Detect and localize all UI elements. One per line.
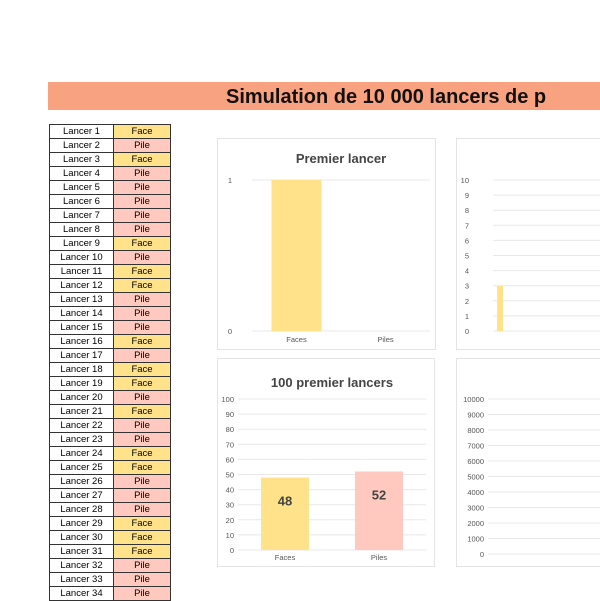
y-tick-label: 1000 [467, 534, 484, 544]
table-row [50, 167, 171, 181]
y-tick-label: 1 [227, 176, 232, 185]
y-tick-label: 50 [225, 470, 234, 480]
table-row [50, 503, 171, 517]
row-label[interactable]: Lancer 9 [50, 237, 114, 251]
y-tick-label: 90 [225, 410, 234, 420]
row-label[interactable]: Lancer 11 [50, 265, 114, 279]
row-result[interactable]: Pile [114, 587, 171, 601]
table-row [50, 307, 171, 321]
chart-partial-bottom[interactable] [456, 358, 600, 567]
row-label[interactable]: Lancer 18 [50, 363, 114, 377]
y-tick-label: 9000 [467, 410, 484, 420]
y-tick-label: 100 [221, 395, 234, 404]
table-row [50, 349, 171, 363]
row-result[interactable]: Face [114, 125, 171, 139]
bar-faces [272, 180, 322, 331]
row-label[interactable]: Lancer 1 [50, 125, 114, 139]
table-row [50, 265, 171, 279]
table-row [50, 405, 171, 419]
row-result[interactable]: Face [114, 447, 171, 461]
row-result[interactable]: Face [114, 153, 171, 167]
row-result[interactable]: Pile [114, 195, 171, 209]
table-row [50, 587, 171, 601]
table-row [50, 517, 171, 531]
row-label[interactable]: Lancer 16 [50, 335, 114, 349]
row-label[interactable]: Lancer 21 [50, 405, 114, 419]
y-tick-label: 3000 [467, 503, 484, 513]
y-tick-label: 10 [460, 176, 469, 185]
y-tick-label: 9 [464, 191, 469, 201]
row-label[interactable]: Lancer 25 [50, 461, 114, 475]
row-result[interactable]: Pile [114, 139, 171, 153]
table-row [50, 209, 171, 223]
row-result[interactable]: Pile [114, 489, 171, 503]
row-result[interactable]: Pile [114, 391, 171, 405]
table-row [50, 251, 171, 265]
row-label[interactable]: Lancer 32 [50, 559, 114, 573]
row-result[interactable]: Pile [114, 573, 171, 587]
y-tick-label: 60 [225, 455, 234, 465]
table-row [50, 181, 171, 195]
row-label[interactable]: Lancer 19 [50, 377, 114, 391]
row-result[interactable]: Face [114, 517, 171, 531]
row-label[interactable]: Lancer 13 [50, 293, 114, 307]
table-row [50, 419, 171, 433]
row-result[interactable]: Pile [114, 251, 171, 265]
table-row [50, 433, 171, 447]
table-row [50, 545, 171, 559]
row-result[interactable]: Face [114, 545, 171, 559]
row-label[interactable]: Lancer 10 [50, 251, 114, 265]
y-tick-label: 80 [225, 425, 234, 435]
table-row [50, 391, 171, 405]
row-label[interactable]: Lancer 17 [50, 349, 114, 363]
table-row [50, 153, 171, 167]
y-tick-label: 5 [464, 251, 469, 261]
y-tick-label: 40 [225, 485, 234, 495]
table-row [50, 377, 171, 391]
row-label[interactable]: Lancer 29 [50, 517, 114, 531]
row-result[interactable]: Pile [114, 349, 171, 363]
table-row [50, 489, 171, 503]
bar-piles [355, 471, 403, 550]
row-result[interactable]: Pile [114, 475, 171, 489]
y-tick-label: 2 [464, 296, 469, 306]
y-tick-label: 0 [464, 327, 469, 336]
table-row [50, 279, 171, 293]
table-row [50, 363, 171, 377]
table-row [50, 195, 171, 209]
row-result[interactable]: Pile [114, 293, 171, 307]
table-row [50, 531, 171, 545]
bar-partial [497, 286, 503, 331]
row-label[interactable]: Lancer 26 [50, 475, 114, 489]
row-label[interactable]: Lancer 30 [50, 531, 114, 545]
category-label: Faces [286, 335, 307, 344]
category-label: Faces [274, 553, 296, 562]
row-label[interactable]: Lancer 33 [50, 573, 114, 587]
row-result[interactable]: Face [114, 279, 171, 293]
chart-title: Premier lancer [295, 151, 387, 166]
row-label[interactable]: Lancer 4 [50, 167, 114, 181]
y-tick-label: 7000 [467, 441, 484, 451]
row-result[interactable]: Face [114, 405, 171, 419]
row-result[interactable]: Face [114, 531, 171, 545]
row-result[interactable]: Pile [114, 307, 171, 321]
chart-title: 100 premier lancers [270, 375, 394, 390]
bar-faces [261, 478, 309, 550]
row-result[interactable]: Pile [114, 559, 171, 573]
row-label[interactable]: Lancer 5 [50, 181, 114, 195]
table-row [50, 447, 171, 461]
row-result[interactable]: Pile [114, 419, 171, 433]
category-label: Piles [377, 335, 394, 344]
y-tick-label: 0 [479, 550, 484, 559]
row-result[interactable]: Face [114, 363, 171, 377]
row-label[interactable]: Lancer 3 [50, 153, 114, 167]
coin-toss-table [49, 124, 171, 601]
table-row [50, 139, 171, 153]
y-tick-label: 7 [464, 221, 469, 231]
row-result[interactable]: Pile [114, 167, 171, 181]
row-label[interactable]: Lancer 12 [50, 279, 114, 293]
table-row [50, 223, 171, 237]
row-label[interactable]: Lancer 15 [50, 321, 114, 335]
row-result[interactable]: Pile [114, 181, 171, 195]
data-label: 48 [277, 493, 293, 509]
row-result[interactable]: Pile [114, 209, 171, 223]
y-tick-label: 70 [225, 440, 234, 450]
table-row [50, 125, 171, 139]
row-result[interactable]: Pile [114, 321, 171, 335]
row-label[interactable]: Lancer 23 [50, 433, 114, 447]
row-result[interactable]: Pile [114, 503, 171, 517]
y-tick-label: 6 [464, 236, 469, 246]
chart-100-premier-lancers[interactable] [217, 358, 435, 567]
row-label[interactable]: Lancer 22 [50, 419, 114, 433]
row-result[interactable]: Face [114, 461, 171, 475]
row-result[interactable]: Face [114, 335, 171, 349]
y-tick-label: 8000 [467, 426, 484, 435]
row-label[interactable]: Lancer 28 [50, 503, 114, 517]
row-label[interactable]: Lancer 24 [50, 447, 114, 461]
y-tick-label: 20 [225, 515, 234, 525]
y-tick-label: 10 [225, 530, 234, 540]
row-label[interactable]: Lancer 20 [50, 391, 114, 405]
y-tick-label: 0 [227, 327, 232, 336]
row-label[interactable]: Lancer 14 [50, 307, 114, 321]
data-label: 52 [371, 487, 387, 503]
row-label[interactable]: Lancer 6 [50, 195, 114, 209]
y-tick-label: 6000 [467, 457, 484, 466]
table-row [50, 559, 171, 573]
row-result[interactable]: Pile [114, 223, 171, 237]
sheet-title: Simulation de 10 000 lancers de p [226, 86, 547, 108]
row-label[interactable]: Lancer 31 [50, 545, 114, 559]
table-row [50, 321, 171, 335]
y-tick-label: 1 [464, 311, 469, 321]
table-row [50, 237, 171, 251]
row-label[interactable]: Lancer 27 [50, 489, 114, 503]
y-tick-label: 30 [225, 500, 234, 510]
row-result[interactable]: Face [114, 377, 171, 391]
category-label: Piles [370, 553, 388, 562]
chart-premier-lancer[interactable] [217, 138, 436, 350]
title-banner [48, 82, 600, 110]
row-label[interactable]: Lancer 7 [50, 209, 114, 223]
y-tick-label: 4000 [467, 488, 484, 497]
y-tick-label: 10000 [463, 395, 484, 404]
y-tick-label: 5000 [467, 472, 484, 482]
y-tick-label: 3 [464, 281, 469, 291]
y-tick-label: 8 [464, 206, 469, 216]
y-tick-label: 0 [229, 546, 234, 555]
y-tick-label: 4 [464, 266, 469, 276]
row-label[interactable]: Lancer 2 [50, 139, 114, 153]
table-row [50, 293, 171, 307]
table-row [50, 335, 171, 349]
row-result[interactable]: Pile [114, 433, 171, 447]
row-result[interactable]: Face [114, 237, 171, 251]
chart-partial-top[interactable] [456, 138, 600, 350]
row-label[interactable]: Lancer 34 [50, 587, 114, 601]
y-tick-label: 2000 [467, 519, 484, 528]
table-row [50, 573, 171, 587]
row-result[interactable]: Face [114, 265, 171, 279]
table-row [50, 475, 171, 489]
row-label[interactable]: Lancer 8 [50, 223, 114, 237]
table-row [50, 461, 171, 475]
